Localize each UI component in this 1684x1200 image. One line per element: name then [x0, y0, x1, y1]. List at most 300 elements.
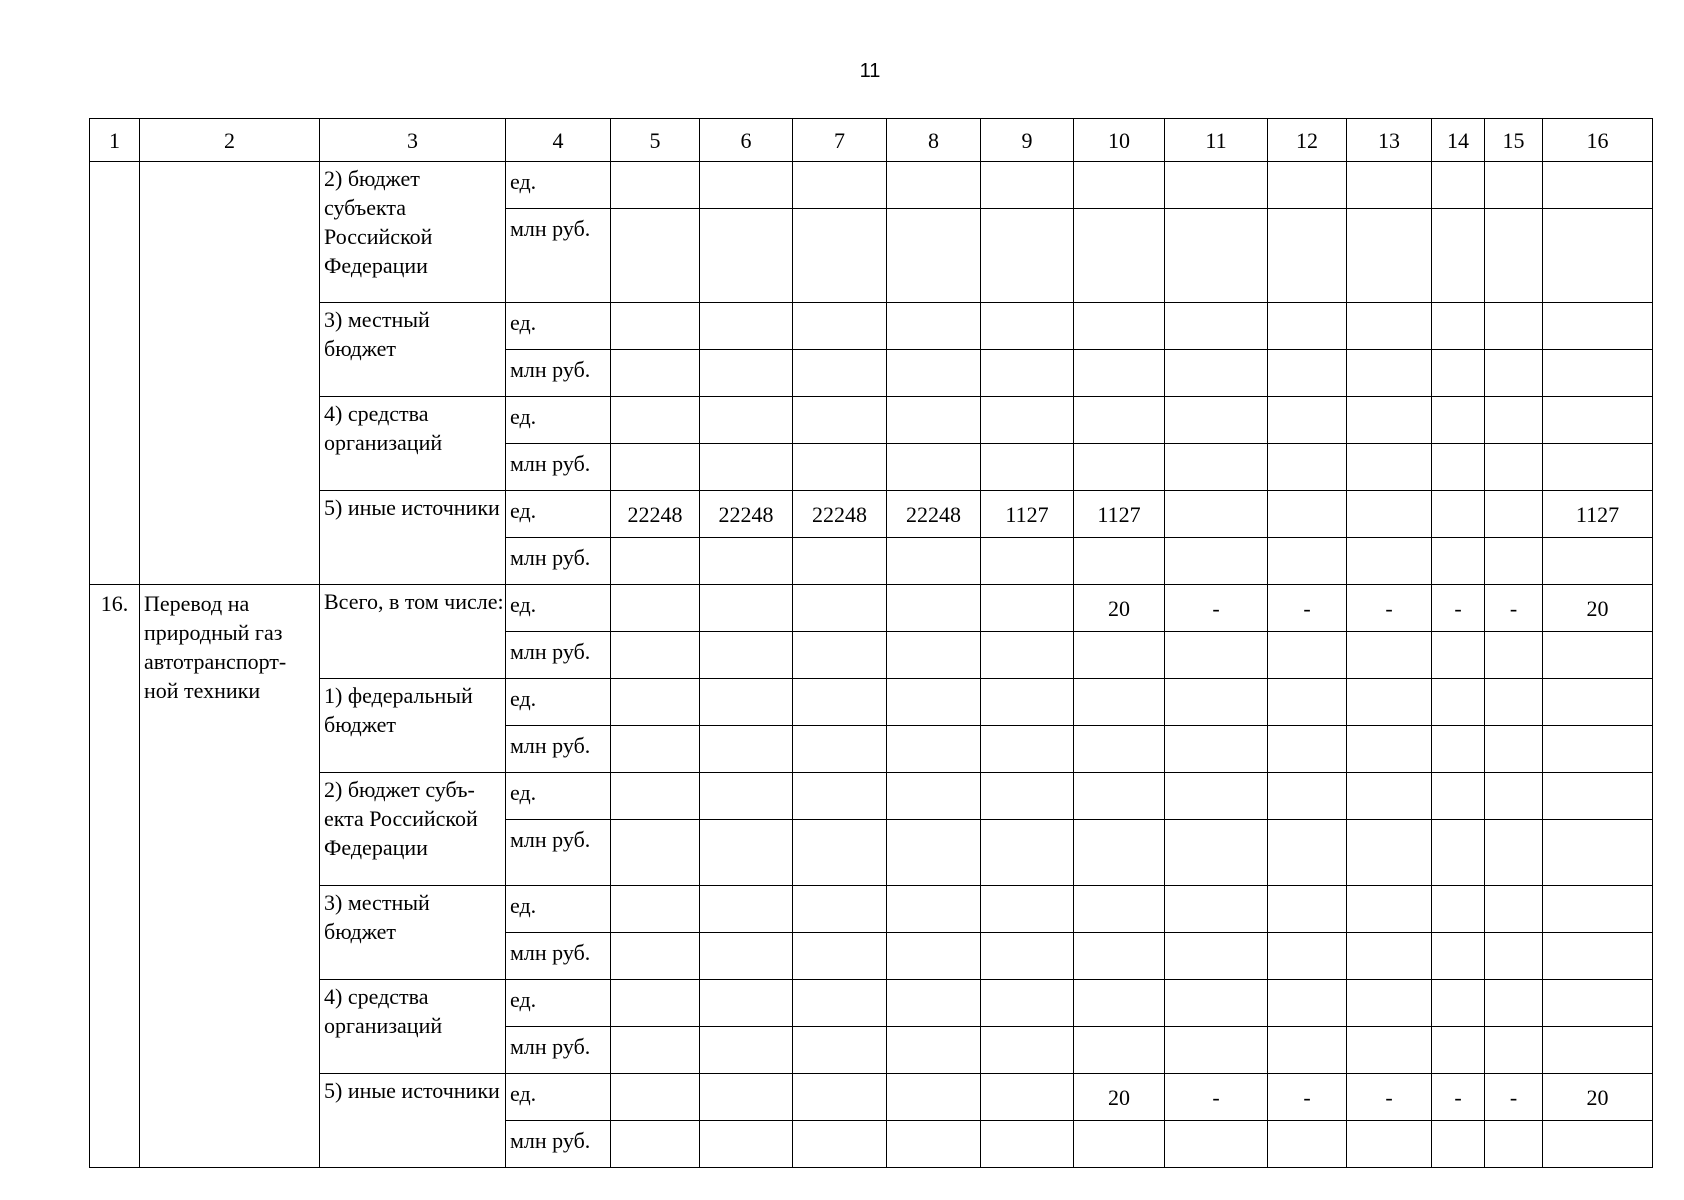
- value-cell: [1432, 632, 1485, 679]
- value-cell: [1485, 350, 1543, 397]
- value-cell: [1268, 773, 1347, 820]
- value-cell: [700, 933, 793, 980]
- unit-cell: млн руб.: [506, 1027, 611, 1074]
- value-cell: [1165, 397, 1268, 444]
- funding-source-cell: Всего, в том числе:: [320, 585, 506, 679]
- value-cell: [793, 397, 887, 444]
- value-cell: [1485, 397, 1543, 444]
- value-cell: -: [1268, 585, 1347, 632]
- value-cell: [1543, 350, 1653, 397]
- value-cell: [1347, 933, 1432, 980]
- value-cell: [1432, 491, 1485, 538]
- value-cell: [1432, 933, 1485, 980]
- value-cell: [1432, 538, 1485, 585]
- value-cell: 20: [1543, 585, 1653, 632]
- value-cell: [700, 679, 793, 726]
- unit-cell: ед.: [506, 1074, 611, 1121]
- value-cell: 22248: [793, 491, 887, 538]
- value-cell: [611, 679, 700, 726]
- value-cell: [1268, 1121, 1347, 1168]
- header-cell: 10: [1074, 119, 1165, 162]
- value-cell: [1268, 820, 1347, 886]
- index-cell: 16.: [90, 585, 140, 1168]
- value-cell: [887, 1074, 981, 1121]
- table-row: [90, 679, 1653, 726]
- value-cell: [981, 209, 1074, 303]
- value-cell: [1074, 303, 1165, 350]
- unit-cell: ед.: [506, 491, 611, 538]
- value-cell: [981, 933, 1074, 980]
- unit-cell: млн руб.: [506, 820, 611, 886]
- value-cell: [1347, 303, 1432, 350]
- value-cell: [1268, 209, 1347, 303]
- value-cell: [1543, 303, 1653, 350]
- value-cell: [793, 538, 887, 585]
- value-cell: [1165, 773, 1268, 820]
- value-cell: -: [1347, 585, 1432, 632]
- unit-cell: ед.: [506, 303, 611, 350]
- value-cell: [981, 1027, 1074, 1074]
- value-cell: [1543, 1027, 1653, 1074]
- value-cell: [1485, 820, 1543, 886]
- value-cell: [981, 1121, 1074, 1168]
- page-number: 11: [859, 60, 881, 82]
- value-cell: [1347, 209, 1432, 303]
- header-row: [90, 119, 1653, 162]
- unit-cell: ед.: [506, 886, 611, 933]
- value-cell: [611, 585, 700, 632]
- value-cell: [1543, 209, 1653, 303]
- value-cell: [1543, 1121, 1653, 1168]
- value-cell: [981, 679, 1074, 726]
- value-cell: [887, 820, 981, 886]
- unit-cell: млн руб.: [506, 538, 611, 585]
- value-cell: [1347, 632, 1432, 679]
- value-cell: [793, 209, 887, 303]
- value-cell: [611, 933, 700, 980]
- header-cell: 5: [611, 119, 700, 162]
- value-cell: [1268, 726, 1347, 773]
- value-cell: [700, 350, 793, 397]
- value-cell: [1165, 444, 1268, 491]
- value-cell: [700, 726, 793, 773]
- value-cell: [1543, 933, 1653, 980]
- value-cell: [887, 162, 981, 209]
- value-cell: [1268, 162, 1347, 209]
- value-cell: [611, 726, 700, 773]
- value-cell: [1074, 726, 1165, 773]
- funding-source-cell: 3) местный бюджет: [320, 886, 506, 980]
- table-row: [90, 491, 1653, 538]
- value-cell: [887, 679, 981, 726]
- funding-source-cell: 2) бюджет субъекта Российской Федерации: [320, 162, 506, 303]
- value-cell: [1543, 820, 1653, 886]
- value-cell: [981, 397, 1074, 444]
- value-cell: [793, 886, 887, 933]
- value-cell: [887, 397, 981, 444]
- value-cell: [793, 585, 887, 632]
- value-cell: [1543, 162, 1653, 209]
- value-cell: [887, 773, 981, 820]
- table-row: [90, 585, 1653, 632]
- value-cell: [1485, 1121, 1543, 1168]
- value-cell: [1432, 726, 1485, 773]
- value-cell: [1347, 820, 1432, 886]
- funding-source-cell: 4) средства организаций: [320, 980, 506, 1074]
- value-cell: [1165, 303, 1268, 350]
- value-cell: [1432, 350, 1485, 397]
- value-cell: [1165, 491, 1268, 538]
- value-cell: [1347, 726, 1432, 773]
- value-cell: [700, 303, 793, 350]
- value-cell: [981, 726, 1074, 773]
- value-cell: [887, 538, 981, 585]
- funding-source-cell: 1) федеральный бюджет: [320, 679, 506, 773]
- value-cell: [700, 1027, 793, 1074]
- value-cell: [1268, 1027, 1347, 1074]
- value-cell: [1485, 491, 1543, 538]
- value-cell: [1268, 491, 1347, 538]
- value-cell: [793, 162, 887, 209]
- unit-cell: ед.: [506, 980, 611, 1027]
- unit-cell: ед.: [506, 773, 611, 820]
- header-cell: 7: [793, 119, 887, 162]
- value-cell: [887, 726, 981, 773]
- value-cell: [887, 632, 981, 679]
- value-cell: [1485, 886, 1543, 933]
- value-cell: [981, 886, 1074, 933]
- table-row: [90, 397, 1653, 444]
- value-cell: [1543, 538, 1653, 585]
- value-cell: [1543, 444, 1653, 491]
- funding-source-cell: 4) средства организаций: [320, 397, 506, 491]
- value-cell: [1165, 632, 1268, 679]
- funding-source-cell: 3) местный бюджет: [320, 303, 506, 397]
- value-cell: [1432, 444, 1485, 491]
- value-cell: [1485, 726, 1543, 773]
- header-cell: 11: [1165, 119, 1268, 162]
- value-cell: [793, 1121, 887, 1168]
- value-cell: [981, 980, 1074, 1027]
- value-cell: [1347, 538, 1432, 585]
- header-cell: 13: [1347, 119, 1432, 162]
- value-cell: [1268, 679, 1347, 726]
- value-cell: [1165, 1121, 1268, 1168]
- value-cell: [1432, 397, 1485, 444]
- value-cell: [887, 980, 981, 1027]
- value-cell: [1165, 1027, 1268, 1074]
- value-cell: [611, 444, 700, 491]
- value-cell: [1074, 933, 1165, 980]
- value-cell: 1127: [981, 491, 1074, 538]
- value-cell: [1165, 933, 1268, 980]
- value-cell: [611, 1121, 700, 1168]
- value-cell: [1432, 209, 1485, 303]
- value-cell: [1268, 980, 1347, 1027]
- value-cell: [887, 585, 981, 632]
- value-cell: [793, 980, 887, 1027]
- value-cell: [793, 679, 887, 726]
- value-cell: [1165, 726, 1268, 773]
- value-cell: [981, 162, 1074, 209]
- value-cell: [1432, 820, 1485, 886]
- value-cell: [700, 162, 793, 209]
- value-cell: [1268, 444, 1347, 491]
- value-cell: [1074, 980, 1165, 1027]
- value-cell: [1268, 538, 1347, 585]
- value-cell: [793, 350, 887, 397]
- value-cell: [1165, 820, 1268, 886]
- value-cell: [1485, 773, 1543, 820]
- value-cell: [887, 1027, 981, 1074]
- value-cell: [981, 585, 1074, 632]
- value-cell: [1347, 886, 1432, 933]
- value-cell: [1074, 444, 1165, 491]
- header-cell: 8: [887, 119, 981, 162]
- value-cell: [1074, 679, 1165, 726]
- header-cell: 15: [1485, 119, 1543, 162]
- value-cell: [1074, 1027, 1165, 1074]
- value-cell: 22248: [611, 491, 700, 538]
- value-cell: -: [1165, 585, 1268, 632]
- value-cell: [1165, 980, 1268, 1027]
- value-cell: [700, 1121, 793, 1168]
- unit-cell: млн руб.: [506, 444, 611, 491]
- value-cell: [1485, 444, 1543, 491]
- value-cell: [1432, 773, 1485, 820]
- header-cell: 14: [1432, 119, 1485, 162]
- value-cell: [793, 1027, 887, 1074]
- unit-cell: ед.: [506, 585, 611, 632]
- table-row: [90, 1074, 1653, 1121]
- value-cell: [1347, 397, 1432, 444]
- value-cell: [1074, 773, 1165, 820]
- value-cell: [1347, 679, 1432, 726]
- value-cell: [887, 209, 981, 303]
- value-cell: [1543, 397, 1653, 444]
- header-cell: 12: [1268, 119, 1347, 162]
- value-cell: [611, 1074, 700, 1121]
- header-cell: 3: [320, 119, 506, 162]
- value-cell: -: [1268, 1074, 1347, 1121]
- value-cell: -: [1485, 585, 1543, 632]
- value-cell: [1432, 303, 1485, 350]
- funding-source-cell: 2) бюджет субъ-екта Российской Федерации: [320, 773, 506, 886]
- funding-source-cell: 5) иные источники: [320, 491, 506, 585]
- value-cell: [1543, 632, 1653, 679]
- value-cell: [611, 209, 700, 303]
- value-cell: -: [1165, 1074, 1268, 1121]
- funding-source-cell: 5) иные источники: [320, 1074, 506, 1168]
- value-cell: [1347, 162, 1432, 209]
- value-cell: [1485, 162, 1543, 209]
- value-cell: [611, 773, 700, 820]
- value-cell: [1268, 933, 1347, 980]
- table-row: [90, 980, 1653, 1027]
- value-cell: [1485, 303, 1543, 350]
- value-cell: 22248: [700, 491, 793, 538]
- value-cell: [1268, 397, 1347, 444]
- value-cell: [611, 820, 700, 886]
- unit-cell: млн руб.: [506, 933, 611, 980]
- header-cell: 9: [981, 119, 1074, 162]
- value-cell: [1543, 679, 1653, 726]
- unit-cell: ед.: [506, 162, 611, 209]
- value-cell: [1543, 980, 1653, 1027]
- value-cell: [1432, 886, 1485, 933]
- value-cell: [793, 726, 887, 773]
- value-cell: [981, 773, 1074, 820]
- value-cell: [1347, 350, 1432, 397]
- value-cell: [981, 444, 1074, 491]
- value-cell: [611, 980, 700, 1027]
- value-cell: [1485, 933, 1543, 980]
- value-cell: [1485, 679, 1543, 726]
- value-cell: [793, 1074, 887, 1121]
- value-cell: [1432, 980, 1485, 1027]
- budget-table: [89, 118, 1653, 1168]
- value-cell: [793, 933, 887, 980]
- value-cell: [1347, 491, 1432, 538]
- value-cell: -: [1485, 1074, 1543, 1121]
- header-cell: 6: [700, 119, 793, 162]
- value-cell: 1127: [1543, 491, 1653, 538]
- value-cell: [1165, 350, 1268, 397]
- value-cell: [1165, 538, 1268, 585]
- value-cell: [1485, 980, 1543, 1027]
- header-cell: 16: [1543, 119, 1653, 162]
- value-cell: [1165, 679, 1268, 726]
- value-cell: [1074, 350, 1165, 397]
- table-row: [90, 773, 1653, 820]
- value-cell: [611, 886, 700, 933]
- value-cell: [1074, 538, 1165, 585]
- value-cell: [887, 303, 981, 350]
- value-cell: [1074, 162, 1165, 209]
- value-cell: [793, 444, 887, 491]
- value-cell: [1347, 1121, 1432, 1168]
- index-cell: [90, 162, 140, 585]
- unit-cell: млн руб.: [506, 350, 611, 397]
- value-cell: [700, 209, 793, 303]
- value-cell: [887, 933, 981, 980]
- value-cell: [611, 162, 700, 209]
- value-cell: [1165, 886, 1268, 933]
- value-cell: [1074, 1121, 1165, 1168]
- header-cell: 2: [140, 119, 320, 162]
- value-cell: [1432, 1027, 1485, 1074]
- value-cell: [981, 1074, 1074, 1121]
- value-cell: [1268, 303, 1347, 350]
- value-cell: [1268, 350, 1347, 397]
- value-cell: [1432, 162, 1485, 209]
- unit-cell: ед.: [506, 679, 611, 726]
- value-cell: 20: [1074, 585, 1165, 632]
- unit-cell: млн руб.: [506, 726, 611, 773]
- value-cell: [1074, 886, 1165, 933]
- value-cell: [981, 820, 1074, 886]
- value-cell: -: [1432, 585, 1485, 632]
- value-cell: [1543, 726, 1653, 773]
- value-cell: [700, 886, 793, 933]
- unit-cell: млн руб.: [506, 209, 611, 303]
- value-cell: [1074, 397, 1165, 444]
- value-cell: -: [1347, 1074, 1432, 1121]
- value-cell: [700, 980, 793, 1027]
- value-cell: 20: [1543, 1074, 1653, 1121]
- value-cell: [700, 632, 793, 679]
- value-cell: [1485, 1027, 1543, 1074]
- value-cell: [887, 1121, 981, 1168]
- value-cell: [793, 303, 887, 350]
- value-cell: [887, 886, 981, 933]
- value-cell: [887, 444, 981, 491]
- value-cell: [1268, 886, 1347, 933]
- value-cell: [611, 1027, 700, 1074]
- value-cell: [1074, 632, 1165, 679]
- value-cell: [611, 303, 700, 350]
- value-cell: [611, 538, 700, 585]
- unit-cell: млн руб.: [506, 632, 611, 679]
- value-cell: [1347, 1027, 1432, 1074]
- value-cell: [1543, 886, 1653, 933]
- value-cell: 1127: [1074, 491, 1165, 538]
- value-cell: [700, 538, 793, 585]
- table-row: [90, 886, 1653, 933]
- item-name-cell: Перевод на природный газ автотранспорт-ной техники: [140, 585, 320, 1168]
- value-cell: [1347, 444, 1432, 491]
- value-cell: [611, 632, 700, 679]
- value-cell: 22248: [887, 491, 981, 538]
- value-cell: [793, 632, 887, 679]
- value-cell: [700, 585, 793, 632]
- value-cell: [1543, 773, 1653, 820]
- value-cell: [1165, 162, 1268, 209]
- unit-cell: млн руб.: [506, 1121, 611, 1168]
- unit-cell: ед.: [506, 397, 611, 444]
- value-cell: [1074, 209, 1165, 303]
- value-cell: [981, 350, 1074, 397]
- value-cell: [700, 444, 793, 491]
- value-cell: [1074, 820, 1165, 886]
- value-cell: [981, 538, 1074, 585]
- value-cell: [1347, 980, 1432, 1027]
- value-cell: [793, 773, 887, 820]
- value-cell: -: [1432, 1074, 1485, 1121]
- value-cell: [700, 1074, 793, 1121]
- value-cell: [1347, 773, 1432, 820]
- value-cell: [1485, 209, 1543, 303]
- value-cell: [1485, 538, 1543, 585]
- value-cell: [793, 820, 887, 886]
- value-cell: [1432, 679, 1485, 726]
- value-cell: [981, 632, 1074, 679]
- value-cell: [1432, 1121, 1485, 1168]
- value-cell: 20: [1074, 1074, 1165, 1121]
- item-name-cell: [140, 162, 320, 585]
- value-cell: [1268, 632, 1347, 679]
- header-cell: 4: [506, 119, 611, 162]
- value-cell: [981, 303, 1074, 350]
- value-cell: [887, 350, 981, 397]
- value-cell: [1165, 209, 1268, 303]
- table-row: [90, 303, 1653, 350]
- value-cell: [611, 350, 700, 397]
- value-cell: [700, 773, 793, 820]
- value-cell: [700, 397, 793, 444]
- header-cell: 1: [90, 119, 140, 162]
- value-cell: [700, 820, 793, 886]
